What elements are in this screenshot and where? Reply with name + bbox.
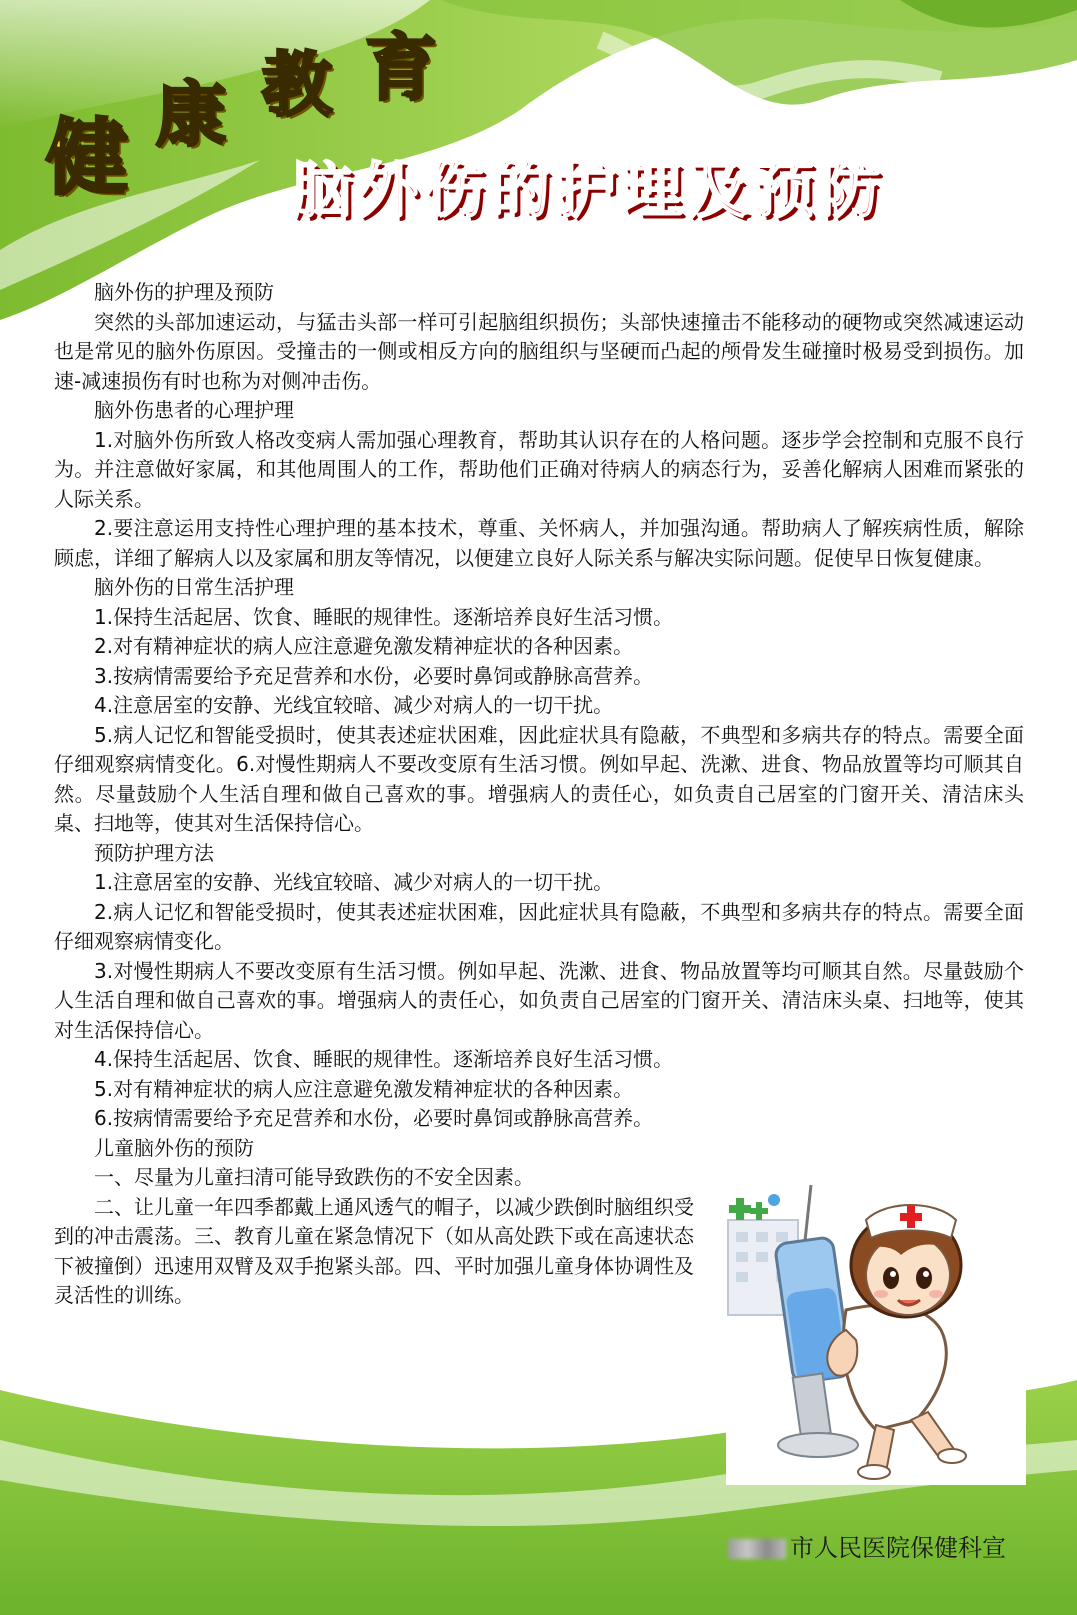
paragraph: 5.对有精神症状的病人应注意避免激发精神症状的各种因素。 bbox=[94, 1076, 634, 1101]
paragraph: 二、让儿童一年四季都戴上通风透气的帽子，以减少跌倒时脑组织受到的冲击震荡。三、教育儿童在紧急情况下（如从高处跌下或在高速状态下被撞倒）迅速用双臂及双手抱紧头部。四、平时加强儿童身体协调性及灵活性的训练。 bbox=[54, 1194, 694, 1307]
paragraph: 3.对慢性期病人不要改变原有生活习惯。例如早起、洗漱、进食、物品放置等均可顺其自然。尽量鼓励个人生活自理和做自己喜欢的事。增强病人的责任心，如负责自己居室的门窗开关、清洁床头桌、扫地等，使其对生活保持信心。 bbox=[54, 958, 1024, 1042]
section-heading: 儿童脑外伤的预防 bbox=[94, 1135, 254, 1160]
paragraph: 6.按病情需要给予充足营养和水份，必要时鼻饲或静脉高营养。 bbox=[94, 1106, 654, 1130]
paragraph: 2.对有精神症状的病人应注意避免激发精神症状的各种因素。 bbox=[94, 634, 634, 658]
title-char-2: 康 bbox=[156, 74, 226, 156]
section-heading: 预防护理方法 bbox=[94, 840, 214, 865]
paragraph: 1.对脑外伤所致人格改变病人需加强心理教育，帮助其认识存在的人格问题。逐步学会控制和克服不良行为。并注意做好家属，和其他周围人的工作，帮助他们正确对待病人的病态行为，妥善化解病人困难而紧张的人际关系。 bbox=[54, 427, 1024, 511]
title-char-3: 教 bbox=[262, 44, 332, 126]
nurse-with-syringe-icon bbox=[726, 1180, 1026, 1485]
nurse-illustration bbox=[726, 1180, 1026, 1485]
footer-text: 市人民医院保健科宣 bbox=[790, 1534, 1006, 1562]
section-heading: 脑外伤的日常生活护理 bbox=[94, 575, 294, 599]
section-heading: 脑外伤患者的心理护理 bbox=[94, 398, 294, 422]
paragraph: 5.病人记忆和智能受损时，使其表述症状困难，因此症状具有隐蔽，不典型和多病共存的特点。需要全面仔细观察病情变化。6.对慢性期病人不要改变原有生活习惯。例如早起、洗漱、进食、物品放置等均可顺其自然。尽量鼓励个人生活自理和做自己喜欢的事。增强病人的责任心，如负责自己居室的门窗开关、清洁床头桌、扫地等，使其对生活保持信心。 bbox=[54, 722, 1024, 835]
paragraph: 4.保持生活起居、饮食、睡眠的规律性。逐渐培养良好生活习惯。 bbox=[94, 1047, 674, 1071]
article-body bbox=[54, 278, 1024, 1311]
footer-credit bbox=[728, 1528, 1006, 1563]
paragraph: 1.保持生活起居、饮食、睡眠的规律性。逐渐培养良好生活习惯。 bbox=[94, 604, 674, 629]
paragraph: 一、尽量为儿童扫清可能导致跌伤的不安全因素。 bbox=[94, 1165, 534, 1189]
paragraph: 突然的头部加速运动，与猛击头部一样可引起脑组织损伤；头部快速撞击不能移动的硬物或突然减速运动也是常见的脑外伤原因。受撞击的一侧或相反方向的脑组织与坚硬而凸起的颅骨发生碰撞时极易受到损伤。加速-减速损伤有时也称为对侧冲击伤。 bbox=[54, 309, 1024, 393]
paragraph: 2.要注意运用支持性心理护理的基本技术，尊重、关怀病人，并加强沟通。帮助病人了解疾病性质，解除顾虑，详细了解病人以及家属和朋友等情况，以便建立良好人际关系与解决实际问题。促使早日恢复健康。 bbox=[54, 516, 1024, 570]
redacted-city-name bbox=[728, 1539, 786, 1559]
paragraph: 2.病人记忆和智能受损时，使其表述症状困难，因此症状具有隐蔽，不典型和多病共存的特点。需要全面仔细观察病情变化。 bbox=[54, 899, 1024, 953]
section-heading: 脑外伤的护理及预防 bbox=[94, 280, 274, 304]
title-char-4: 育 bbox=[365, 26, 438, 110]
title-char-1: 健 bbox=[46, 111, 129, 206]
paragraph: 1.注意居室的安静、光线宜较暗、减少对病人的一切干扰。 bbox=[94, 870, 614, 894]
paragraph: 3.按病情需要给予充足营养和水份，必要时鼻饲或静脉高营养。 bbox=[94, 663, 654, 688]
poster-subtitle: 脑外伤的护理及预防 bbox=[292, 156, 886, 226]
paragraph: 4.注意居室的安静、光线宜较暗、减少对病人的一切干扰。 bbox=[94, 693, 614, 717]
